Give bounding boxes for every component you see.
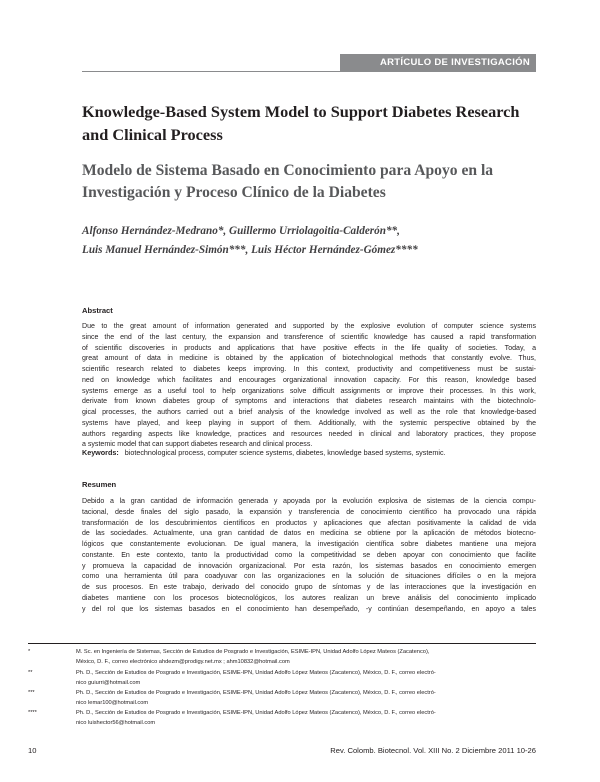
resumen-line: y promueva la capacidad de innovación organizacional. Por esta razón, los sistemas basados en conocimiento emergen	[82, 562, 536, 570]
section-label: ARTÍCULO DE INVESTIGACIÓN	[340, 54, 536, 71]
resumen-body	[82, 497, 536, 615]
author-line: Luis Manuel Hernández-Simón***, Luis Héctor Hernández-Gómez****	[82, 244, 418, 256]
footnote-mark: ****	[28, 710, 37, 716]
title-english	[82, 100, 536, 146]
footnote-line: Ph. D., Sección de Estudios de Posgrado e Investigación, ESIME-IPN, Unidad Adolfo López Mateos (Zacatenco), México, D. F., correo electró-	[76, 670, 436, 676]
journal-citation: Rev. Colomb. Biotecnol. Vol. XIII No. 2 Diciembre 2011 10-26	[330, 746, 536, 755]
author-list	[82, 222, 536, 260]
abstract-line: since the end of the last century, the expansion and transference of scientific knowledge has caused a rapid transformation	[82, 333, 536, 341]
resumen-line: tacional, desde finales del siglo pasado, la expansión y transferencia de conocimiento científico ha provocado una rápida	[82, 508, 536, 516]
resumen-heading: Resumen	[82, 480, 117, 489]
keywords-text: biotechnological process, computer science systems, diabetes, knowledge based systems, systemic.	[124, 448, 446, 457]
footnote-text	[76, 709, 534, 728]
resumen-line: como una herramienta útil para coadyuvar con las organizaciones en la solución de situaciones difíciles o en la mejora	[82, 573, 536, 581]
footnote-line: nico lemar100@hotmail.com	[76, 699, 149, 706]
footnote-line: México, D. F., correo electrónico ahdezm@prodigy.net.mx ; ahm10832@hotmail.com	[76, 658, 290, 665]
title-spanish-line: Investigación y Proceso Clínico de la Diabetes	[82, 184, 386, 201]
footnote-text	[76, 669, 534, 688]
resumen-line: lógicos que constantemente evolucionan. De igual manera, la investigación científica sobre diabetes mantiene una mejora	[82, 541, 536, 548]
abstract-line: authors regarding aspects like knowledge, practices and resources needed in clinical and laboratory practices, they propose	[82, 430, 536, 438]
abstract-line: of scientific discoveries in products and applications that have positive effects in the life quality of societies. Today, a	[82, 344, 536, 352]
footnote-line: Ph. D., Sección de Estudios de Posgrado e Investigación, ESIME-IPN, Unidad Adolfo López Mateos (Zacatenco), México, D. F., correo electró-	[76, 690, 436, 696]
abstract-line: derivate from known diabetes group of symptoms and interactions that diabetes research maintains with the biotechnolo-	[82, 398, 536, 406]
footnote-line: Ph. D., Sección de Estudios de Posgrado e Investigación, ESIME-IPN, Unidad Adolfo López Mateos (Zacatenco), México, D. F., correo electró-	[76, 710, 436, 716]
footnote-mark: *	[28, 649, 31, 655]
abstract-line: ned on knowledge which facilitates and encourages organizational innovation capacity. For this reason, knowledge based	[82, 376, 536, 384]
resumen-line: diabetes mantiene con los procesos biotecnológicos, los autores realizan un breve análisis del conocimiento implicado	[82, 594, 536, 602]
title-english-line: and Clinical Process	[82, 125, 223, 144]
keywords	[82, 448, 536, 457]
abstract-line: Due to the great amount of information generated and supported by the explosive evolution of computer science systems	[82, 323, 536, 330]
page-number: 10	[28, 746, 37, 755]
keywords-label: Keywords:	[82, 448, 119, 457]
title-spanish	[82, 160, 536, 204]
footnote-line: M. Sc. en Ingeniería de Sistemas, Sección de Estudios de Posgrado e Investigación, ESIME-IPN, Unidad Adolfo López Mateos (Zacatenco),	[76, 649, 430, 655]
abstract-line: great amount of data in medicine is obtained by the application of biotechnological methods that constantly evolve. Thus,	[82, 355, 536, 363]
abstract-line: systems emerge as a useful tool to help organizations solve difficult assignments or improve their processes. In this work,	[82, 387, 536, 395]
title-spanish-line: Modelo de Sistema Basado en Conocimiento para Apoyo en la	[82, 162, 494, 179]
footnote-line: nico guiurri@hotmail.com	[76, 679, 141, 686]
footnote-text	[76, 689, 534, 708]
footnote	[28, 689, 536, 709]
footnote-line: nico luishector56@hotmail.com	[76, 719, 156, 726]
footnote-mark: **	[28, 670, 33, 676]
resumen-line: Debido a la gran cantidad de información generada y apoyada por la evolución explosiva de sistemas de la ciencia compu-	[82, 498, 536, 505]
resumen-line: de sus procesos. En este trabajo, derivado del conocido grupo de síntomas y de las interacciones que la investigación en	[82, 584, 536, 591]
footnote-mark: ***	[28, 690, 35, 696]
header-rule	[82, 71, 536, 72]
title-english-line: Knowledge-Based System Model to Support Diabetes Research	[82, 102, 520, 121]
abstract-body	[82, 322, 536, 451]
footnote	[28, 648, 536, 668]
abstract-line: systems have played, and keep playing in support of them. Additionally, with the systemic perspective obtained by the	[82, 419, 536, 427]
resumen-line: y del rol que los sistemas basados en el conocimiento han desempeñado, -y continúan desempeñando, en apoyo a tales	[82, 605, 536, 613]
footnote	[28, 709, 536, 729]
abstract-line: a systemic model that can support diabetes research and clinical process.	[82, 441, 313, 449]
resumen-line: de las sociedades. Actualmente, una gran cantidad de datos en medicina se obtiene por la aplicación de métodos biotecno-	[82, 530, 536, 538]
abstract-line: scientific research related to diabetes keeps improving. In this context, productivity and competitiveness must be sustai-	[82, 366, 536, 373]
resumen-line: constante. En este contexto, tanto la productividad como la competitividad se deben apoyar con conocimiento que facilite	[82, 551, 536, 559]
abstract-heading: Abstract	[82, 306, 113, 315]
author-line: Alfonso Hernández-Medrano*, Guillermo Urriolagoitia-Calderón**,	[82, 225, 400, 237]
resumen-line: transformación de los descubrimientos científicos en productos y aplicaciones que afectan positivamente la calidad de vida	[82, 519, 536, 527]
footnote-text	[76, 648, 534, 667]
footnote	[28, 669, 536, 689]
abstract-line: gical processes, the authors carried out a brief analysis of the knowledge involved as well as the role that knowledge-based	[82, 409, 536, 416]
footnote-rule	[28, 643, 536, 644]
